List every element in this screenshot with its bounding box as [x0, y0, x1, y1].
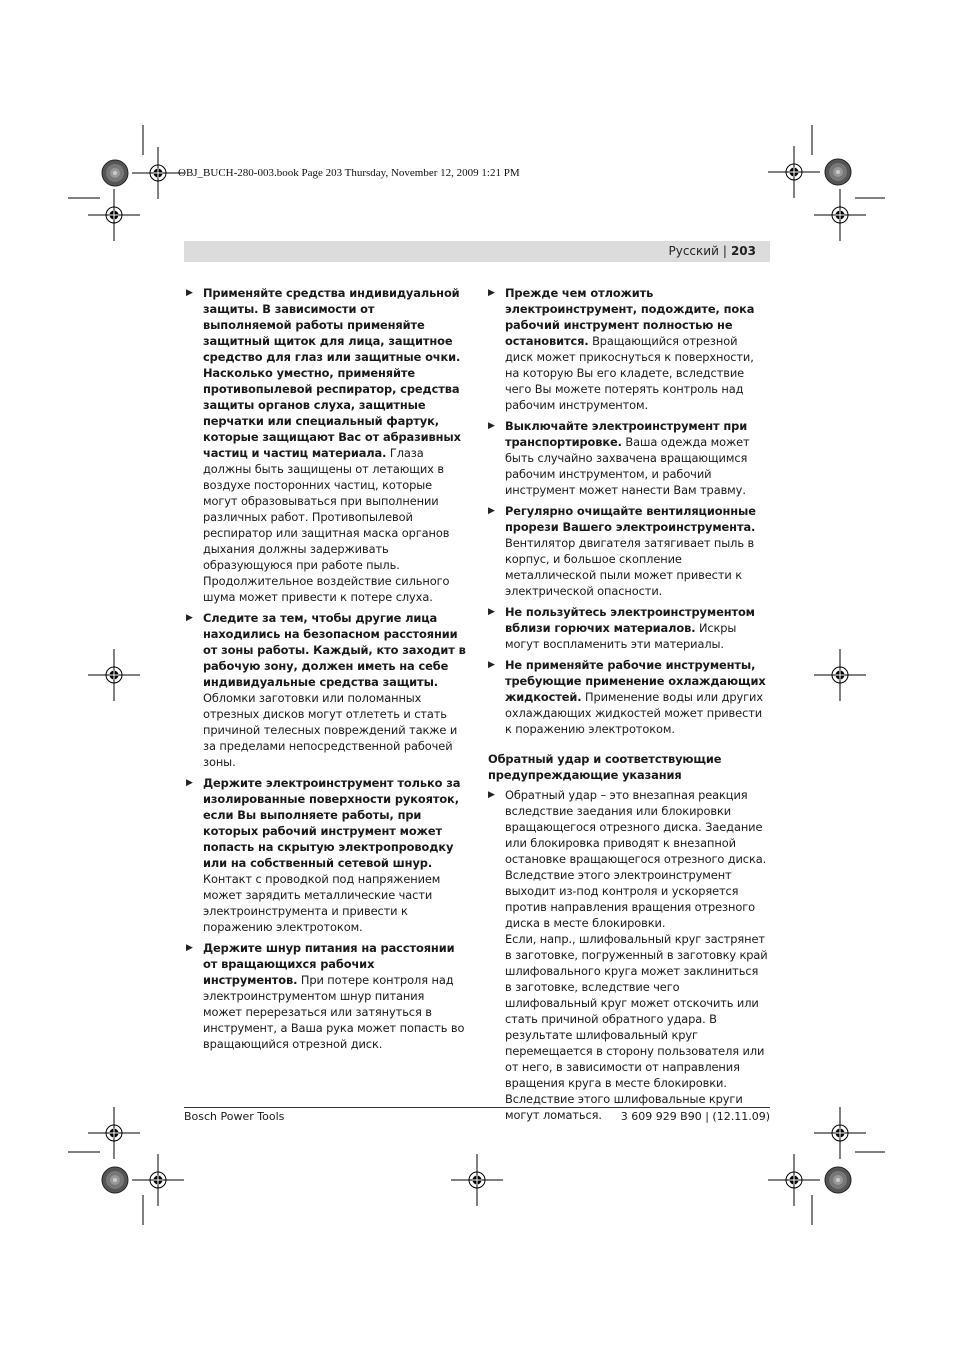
color-target-icon: [102, 160, 128, 186]
color-target-icon: [825, 159, 851, 185]
list-item: [186, 610, 466, 770]
registration-mark-icon: [814, 649, 866, 701]
footer-doc-number: 3 609 929 B90 | (12.11.09): [620, 1110, 770, 1123]
list-item: [488, 503, 768, 599]
footer-divider: [184, 1107, 770, 1108]
warning-bold: Выключайте электроинструмент при транспортировке.: [505, 419, 748, 449]
warning-bold: Применяйте средства индивидуальной защиты. В зависимости от выполняемой работы применяйте защитный щиток для лица, защитное средство для глаз или защитные очки. Насколько уместно, применяйте противопылевой респиратор, средства защиты органов слуха, защитные перчатки или специальный фартук, которые защищают Вас от абразивных частиц и частиц материала.: [203, 286, 461, 460]
warning-bold: Держите шнур питания на расстоянии от вращающихся рабочих инструментов.: [203, 941, 455, 987]
list-item: [488, 285, 768, 413]
header-language: Русский: [668, 244, 719, 258]
bullet-arrow-icon: ▶: [488, 506, 495, 516]
footer-brand: Bosch Power Tools: [184, 1110, 285, 1123]
warning-bold: Регулярно очищайте вентиляционные прорези Вашего электроинструмента.: [505, 504, 756, 534]
registration-mark-icon: [814, 1107, 866, 1159]
bullet-arrow-icon: ▶: [186, 613, 193, 623]
list-item: [488, 787, 768, 1123]
bullet-arrow-icon: ▶: [186, 288, 193, 298]
registration-mark-icon: [88, 649, 140, 701]
registration-mark-icon: [814, 189, 866, 241]
warning-bold: Не пользуйтесь электроинструментом вблизи горючих материалов.: [505, 605, 755, 635]
list-item: [186, 940, 466, 1052]
warning-bold: Следите за тем, чтобы другие лица находились на безопасном расстоянии от зоны работы. Каждый, кто заходит в рабочую зону, должен иметь на себе индивидуальные средства защиты.: [203, 611, 466, 689]
warning-text: Обломки заготовки или поломанных отрезных дисков могут отлететь и стать причиной телесных повреждений также и за пределами непосредственной рабочей зоны.: [203, 691, 458, 769]
warning-text: Применение воды или других охлаждающих жидкостей может привести к поражению электротоком.: [505, 690, 763, 736]
color-target-icon: [102, 1167, 128, 1193]
bullet-arrow-icon: ▶: [488, 790, 495, 800]
bullet-arrow-icon: ▶: [488, 421, 495, 431]
warning-text: При потере контроля над электроинструментом шнур питания может перерезаться или затянуться в инструмент, а Ваша рука может попасть во вращающийся отрезной диск.: [203, 973, 465, 1051]
warning-bold: Не применяйте рабочие инструменты, требующие применение охлаждающих жидкостей.: [505, 658, 766, 704]
registration-mark-icon: [88, 189, 140, 241]
right-column: [488, 285, 768, 1128]
section-heading: Обратный удар и соответствующие предупреждающие указания: [488, 752, 722, 782]
color-target-icon: [825, 1167, 851, 1193]
list-item: [186, 775, 466, 935]
warning-text: Контакт с проводкой под напряжением может зарядить металлические части электроинструмента и привести к поражению электротоком.: [203, 872, 441, 934]
registration-mark-icon: [132, 147, 184, 199]
left-column: [186, 285, 466, 1057]
warning-text: Искры могут воспламенить эти материалы.: [505, 621, 737, 651]
page-number: 203: [730, 244, 756, 258]
registration-mark-icon: [451, 1154, 503, 1206]
registration-mark-icon: [132, 1154, 184, 1206]
warning-text: Глаза должны быть защищены от летающих в воздухе посторонних частиц, которые могут образовываться при выполнении различных работ. Противопылевой респиратор или защитная маска органов дыхания должны задерживать образующуюся при работе пыль. Продолжительное воздействие сильного шума может привести к потере слуха.: [203, 446, 450, 604]
page-header: [184, 241, 770, 262]
kickback-paragraph: Если, напр., шлифовальный круг застрянет в заготовке, погруженный в заготовку край шлифовального круга может заклиниться в заготовке, вследствие чего шлифовальный круг может отскочить или стать причиной обратного удара. В результате шлифовальный круг перемещается в сторону пользователя или от него, в зависимости от направления вращения круга в месте блокировки. Вследствие этого шлифовальные круги могут ломаться.: [505, 932, 768, 1122]
list-item: [186, 285, 466, 605]
bullet-arrow-icon: ▶: [488, 660, 495, 670]
kickback-paragraph: Обратный удар – это внезапная реакция вследствие заедания или блокировки вращающегося отрезного диска. Заедание или блокировка приводят к внезапной остановке вращающегося отрезного диска. Вследствие этого электроинструмент выходит из-под контроля и ускоряется против направления вращения отрезного диска в месте блокировки.: [505, 788, 767, 930]
bullet-arrow-icon: ▶: [488, 288, 495, 298]
warning-bold: Держите электроинструмент только за изолированные поверхности рукояток, если Вы выполняете работы, при которых рабочий инструмент может попасть на скрытую электропроводку или на собственный сетевой шнур.: [203, 776, 461, 870]
print-job-info: OBJ_BUCH-280-003.book Page 203 Thursday, November 12, 2009 1:21 PM: [178, 167, 520, 179]
warning-text: Ваша одежда может быть случайно захвачена вращающимся рабочим инструментом, и рабочий инструмент может нанести Вам травму.: [505, 435, 750, 497]
bullet-arrow-icon: ▶: [186, 943, 193, 953]
bullet-arrow-icon: ▶: [186, 778, 193, 788]
warning-text: Вращающийся отрезной диск может прикоснуться к поверхности, на которую Вы его кладете, вследствие чего Вы можете потерять контроль над рабочим инструментом.: [505, 334, 754, 412]
header-separator: |: [722, 244, 727, 258]
bullet-arrow-icon: ▶: [488, 607, 495, 617]
warning-bold: Прежде чем отложить электроинструмент, подождите, пока рабочий инструмент полностью не остановится.: [505, 286, 755, 348]
list-item: [488, 657, 768, 737]
warning-text: Вентилятор двигателя затягивает пыль в корпус, и большое скопление металлической пыли может привести к электрической опасности.: [505, 536, 755, 598]
registration-mark-icon: [88, 1107, 140, 1159]
list-item: [488, 418, 768, 498]
list-item: [488, 604, 768, 652]
